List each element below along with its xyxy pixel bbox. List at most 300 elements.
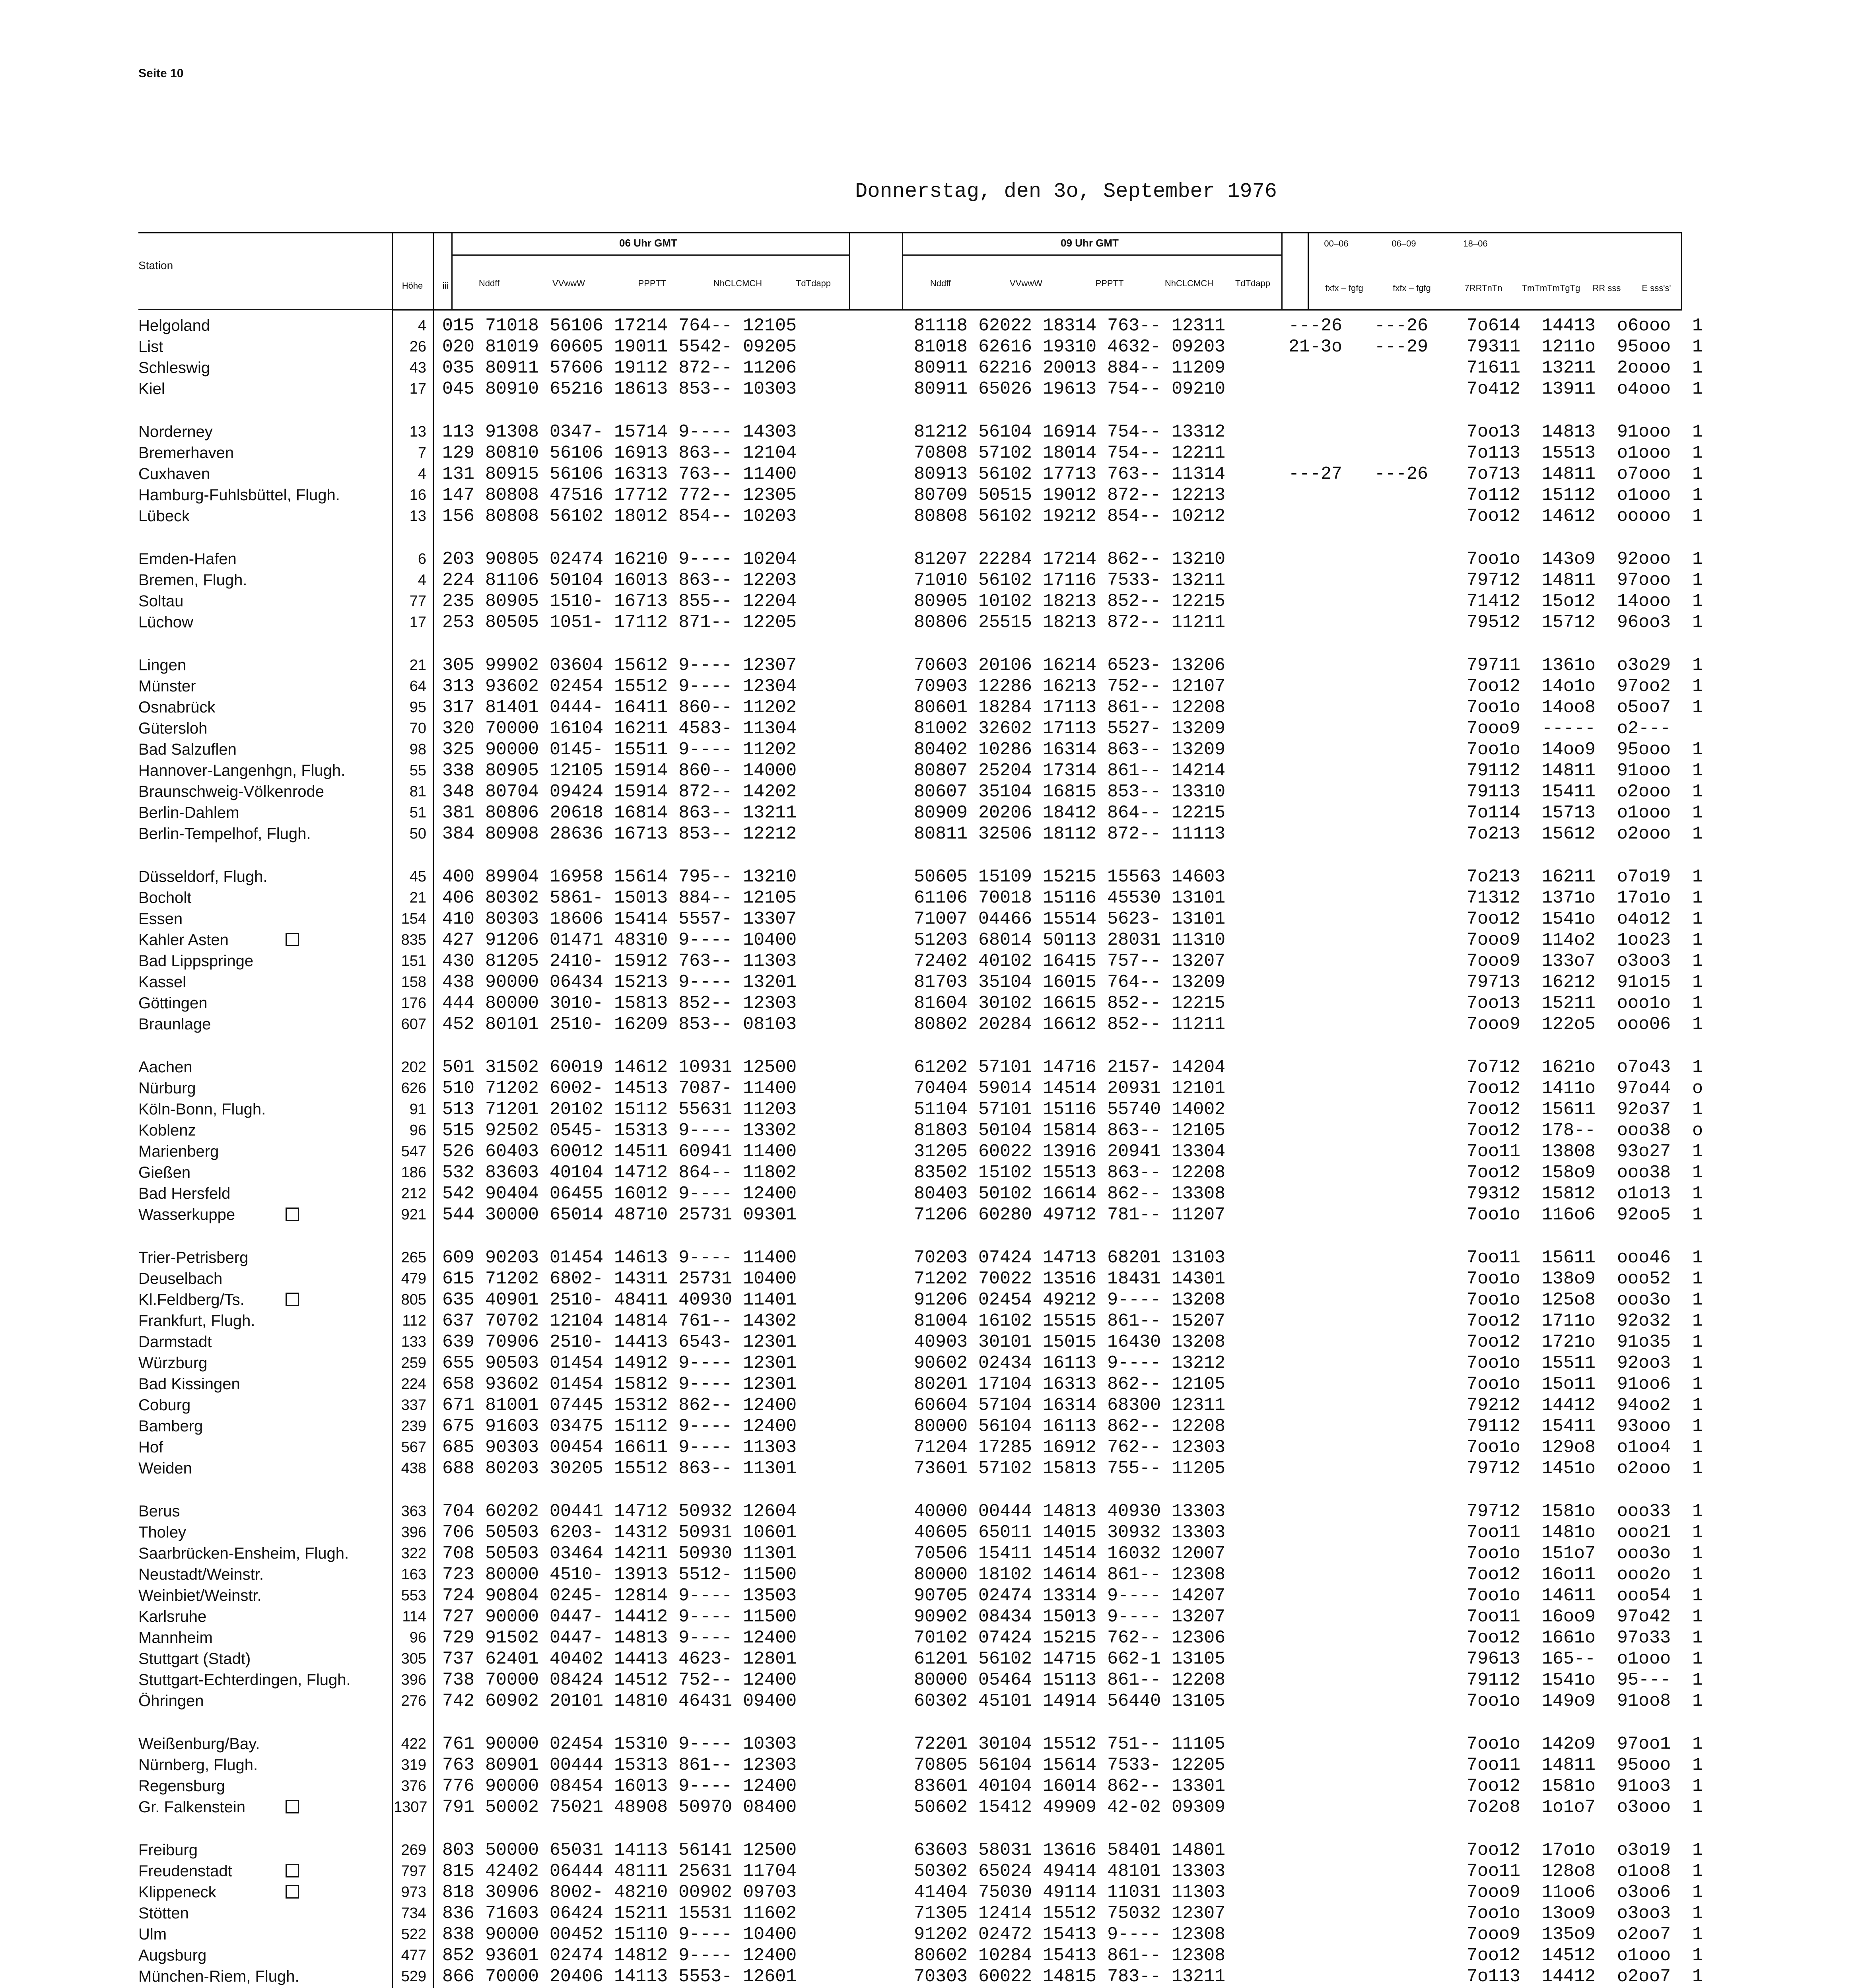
obs-06-values: 427 91206 01471 48310 9---- 10400: [442, 930, 797, 950]
station-height: 158: [401, 974, 426, 990]
gust-column: [1289, 315, 1428, 1988]
rule: [433, 232, 434, 1988]
climate-values: 7o412 13911 o4ooo 1: [1467, 379, 1703, 399]
header-09-col: Nddff: [930, 278, 951, 288]
station-name: [138, 1162, 393, 1183]
obs-06-values: 658 93602 01454 15812 9---- 12301: [442, 1374, 797, 1394]
station-label: Kahler Asten: [138, 931, 229, 949]
station-label: Freiburg: [138, 1841, 198, 1859]
obs-06-values: 444 80000 3010- 15813 852-- 12303: [442, 993, 797, 1013]
obs-09-values: 71202 70022 13516 18431 14301: [914, 1269, 1226, 1289]
obs-06-values: 510 71202 6002- 14513 7087- 11400: [442, 1078, 797, 1099]
climate-values: 7oo13 14813 91ooo 1: [1467, 422, 1703, 442]
station-column: [138, 315, 393, 1988]
gust-values: [1289, 485, 1428, 506]
station-name: [138, 1522, 393, 1543]
obs-09-values: 70404 59014 14514 20931 12101: [914, 1078, 1226, 1099]
obs-09-values: 70303 60022 14815 783-- 13211: [914, 1967, 1226, 1987]
station-name: [138, 802, 393, 823]
gust-values: [1289, 993, 1428, 1014]
climate-values: 71611 13211 2oooo 1: [1467, 358, 1703, 378]
station-name: [138, 1776, 393, 1797]
header-extra-sub-5: E sss's': [1642, 283, 1671, 293]
station-name: [138, 506, 393, 527]
station-label: Berus: [138, 1503, 180, 1520]
station-name: [138, 1734, 393, 1755]
gust-values: [1289, 591, 1428, 612]
station-name: [138, 887, 393, 909]
station-height: 322: [401, 1545, 426, 1562]
group-gap: [1289, 527, 1428, 549]
group-gap: [914, 527, 1225, 549]
station-label: Weiden: [138, 1460, 192, 1477]
obs-09-values: 70808 57102 18014 754-- 12211: [914, 443, 1226, 463]
climate-values: 7oo1o 143o9 92ooo 1: [1467, 549, 1703, 569]
gust-values: [1289, 1289, 1428, 1310]
group-gap: [138, 633, 393, 655]
obs-09-values: 51203 68014 50113 28031 11310: [914, 930, 1226, 950]
gust-values: [1289, 379, 1428, 400]
climate-values: 7oo12 16o11 ooo2o 1: [1467, 1565, 1703, 1585]
climate-values: 79112 14811 91ooo 1: [1467, 761, 1703, 781]
station-name: [138, 760, 393, 781]
obs-09-values: 80000 05464 15113 861-- 12208: [914, 1670, 1226, 1690]
gust-values: [1289, 655, 1428, 676]
obs-09-values: 81803 50104 15814 863-- 12105: [914, 1120, 1226, 1141]
obs-06-values: 836 71603 06424 15211 15531 11602: [442, 1903, 797, 1924]
station-height: 163: [401, 1566, 426, 1583]
obs-09-values: 81207 22284 17214 862-- 13210: [914, 549, 1226, 569]
station-height: 64: [409, 678, 426, 695]
station-height: 151: [401, 953, 426, 969]
station-name: [138, 930, 393, 951]
station-height: 96: [409, 1122, 426, 1139]
station-label: Bocholt: [138, 889, 192, 907]
obs-09-values: 81212 56104 16914 754-- 13312: [914, 422, 1226, 442]
station-label: Neustadt/Weinstr.: [138, 1566, 264, 1583]
station-name: [138, 1903, 393, 1924]
group-gap: [394, 1225, 431, 1247]
climate-values: 7oo1o 129o8 o1oo4 1: [1467, 1437, 1703, 1458]
gust-values: [1289, 1861, 1428, 1882]
climate-values: 7oo11 14811 95ooo 1: [1467, 1755, 1703, 1775]
obs-09-values: 80000 18102 14614 861-- 12308: [914, 1565, 1226, 1585]
station-name: [138, 1078, 393, 1099]
gust-values: [1289, 1648, 1428, 1670]
station-name: [138, 1861, 393, 1882]
station-label: Bad Salzuflen: [138, 741, 237, 758]
station-height: 973: [401, 1884, 426, 1901]
gust-values: [1289, 357, 1428, 379]
station-height: 239: [401, 1418, 426, 1435]
climate-values: 7oo12 1661o 97o33 1: [1467, 1628, 1703, 1648]
group-gap: [1467, 400, 1746, 421]
header-09-col: VVwwW: [1010, 278, 1042, 288]
header-extra-sub-1: fxfx – fgfg: [1393, 283, 1431, 293]
obs-06-values: 513 71201 20102 15112 55631 11203: [442, 1099, 797, 1120]
obs-09-values: 80709 50515 19012 872-- 12213: [914, 485, 1226, 505]
climate-values: 7o2o8 1o1o7 o3ooo 1: [1467, 1797, 1703, 1817]
obs-06-values: 410 80303 18606 15414 5557- 13307: [442, 909, 797, 929]
station-name: [138, 972, 393, 993]
obs-06-values: 305 99902 03604 15612 9---- 12307: [442, 655, 797, 676]
group-gap: [1467, 1818, 1746, 1840]
obs-09-values: 80806 25515 18213 872-- 11211: [914, 612, 1226, 633]
station-name: [138, 1648, 393, 1670]
obs-09-values: 71204 17285 16912 762-- 12303: [914, 1437, 1226, 1458]
station-label: Saarbrücken-Ensheim, Flugh.: [138, 1545, 349, 1562]
obs-06-values: 815 42402 06444 48111 25631 11704: [442, 1861, 797, 1881]
obs-09-values: 80905 10102 18213 852-- 12215: [914, 591, 1226, 612]
climate-values: 79112 15411 93ooo 1: [1467, 1416, 1703, 1437]
climate-values: 79713 16212 91o15 1: [1467, 972, 1703, 992]
station-height: 96: [409, 1629, 426, 1646]
header-iii: iii: [442, 281, 449, 291]
gust-values: [1289, 506, 1428, 527]
station-name: [138, 1966, 393, 1987]
gust-values: [1289, 1882, 1428, 1903]
climate-values: 79113 15411 o2ooo 1: [1467, 782, 1703, 802]
station-height: 265: [401, 1249, 426, 1266]
station-name: [138, 1183, 393, 1204]
station-label: Nürburg: [138, 1079, 196, 1097]
climate-values: 7ooo9 114o2 1oo23 1: [1467, 930, 1703, 950]
station-name: [138, 1945, 393, 1966]
group-gap: [394, 400, 431, 421]
header-station: Station: [138, 259, 173, 272]
obs-09-values: 71305 12414 15512 75032 12307: [914, 1903, 1226, 1924]
group-gap: [1289, 1818, 1428, 1840]
climate-values: 7ooo9 11oo6 o3oo6 1: [1467, 1882, 1703, 1903]
obs-09-values: 81703 35104 16015 764-- 13209: [914, 972, 1226, 992]
climate-values: 7oo11 128o8 o1oo8 1: [1467, 1861, 1703, 1881]
station-label: Freudenstadt: [138, 1862, 232, 1880]
gust-values: [1289, 823, 1428, 845]
obs-06-values: 639 70906 2510- 14413 6543- 12301: [442, 1332, 797, 1352]
station-name: [138, 1755, 393, 1776]
station-name: [138, 993, 393, 1014]
obs-09-values: 80000 56104 16113 862-- 12208: [914, 1416, 1226, 1437]
obs-06-values: 147 80808 47516 17712 772-- 12305: [442, 485, 797, 505]
climate-values: 7oo11 16oo9 97o42 1: [1467, 1607, 1703, 1627]
climate-values: 7oo1o 138o9 ooo52 1: [1467, 1269, 1703, 1289]
station-name: [138, 315, 393, 336]
page-date: Donnerstag, den 3o, September 1976: [855, 180, 1277, 203]
gust-values: [1289, 1395, 1428, 1416]
station-label: Weißenburg/Bay.: [138, 1735, 260, 1753]
climate-values: 71312 1371o 17o1o 1: [1467, 888, 1703, 908]
station-height: 4: [418, 466, 426, 482]
obs-06-values: 452 80101 2510- 16209 853-- 08103: [442, 1014, 797, 1035]
obs-09-values: 40903 30101 15015 16430 13208: [914, 1332, 1226, 1352]
obs-06-values: 045 80910 65216 18613 853-- 10303: [442, 379, 797, 399]
obs-09-values: 41404 75030 49114 11031 11303: [914, 1882, 1226, 1903]
group-gap: [1467, 633, 1746, 655]
group-gap: [914, 400, 1225, 421]
station-height: 1307: [394, 1799, 428, 1815]
group-gap: [442, 1225, 797, 1247]
station-name: [138, 1840, 393, 1861]
gust-values: [1289, 866, 1428, 887]
gust-values: [1289, 930, 1428, 951]
obs-09-values: 80601 18284 17113 861-- 12208: [914, 697, 1226, 718]
climate-values: 7oo1o 116o6 92oo5 1: [1467, 1205, 1703, 1225]
obs-09-values: 81004 16102 15515 861-- 15207: [914, 1311, 1226, 1331]
station-label: Darmstadt: [138, 1333, 212, 1351]
group-gap: [394, 527, 431, 549]
station-name: [138, 379, 393, 400]
climate-values: 7oo1o 14oo9 95ooo 1: [1467, 740, 1703, 760]
climate-values: 79712 1581o ooo33 1: [1467, 1501, 1703, 1522]
gust-values: [1289, 1332, 1428, 1353]
station-label: Bremerhaven: [138, 444, 234, 462]
obs-09-values: 80911 65026 19613 754-- 09210: [914, 379, 1226, 399]
obs-06-values: 852 93601 02474 14812 9---- 12400: [442, 1945, 797, 1966]
obs-09-values: 70506 15411 14514 16032 12007: [914, 1543, 1226, 1564]
station-label: Bad Lippspringe: [138, 952, 254, 970]
group-gap: [914, 1035, 1225, 1057]
group-gap: [1467, 1225, 1746, 1247]
station-name: [138, 823, 393, 845]
station-name: [138, 739, 393, 760]
station-height: 224: [401, 1376, 426, 1392]
station-name: [138, 781, 393, 802]
station-height: 921: [401, 1206, 426, 1223]
obs-06-values: 803 50000 65031 14113 56141 12500: [442, 1840, 797, 1860]
station-name: [138, 1627, 393, 1648]
station-name: [138, 1268, 393, 1289]
station-height: 529: [401, 1968, 426, 1985]
group-gap: [914, 1479, 1225, 1501]
station-label: Klippeneck: [138, 1883, 216, 1901]
station-label: Gießen: [138, 1164, 191, 1181]
gust-values: [1289, 1141, 1428, 1162]
group-gap: [442, 1035, 797, 1057]
obs-06-values: 609 90203 01454 14613 9---- 11400: [442, 1248, 797, 1268]
gust-values: ---26 ---26: [1289, 316, 1429, 336]
station-height: 43: [409, 359, 426, 376]
square-icon: [286, 1800, 299, 1813]
square-icon: [286, 1864, 299, 1877]
gust-values: 21-3o ---29: [1289, 337, 1429, 357]
station-height: 17: [409, 381, 426, 397]
station-height: 133: [401, 1334, 426, 1350]
group-gap: [1289, 400, 1428, 421]
gust-values: [1289, 1903, 1428, 1924]
obs-06-values: 738 70000 08424 14512 752-- 12400: [442, 1670, 797, 1690]
group-gap: [442, 400, 797, 421]
group-gap: [138, 1035, 393, 1057]
group-gap: [442, 633, 797, 655]
station-label: Münster: [138, 678, 196, 695]
station-height: 363: [401, 1503, 426, 1520]
obs-06-values: 723 80000 4510- 13913 5512- 11500: [442, 1565, 797, 1585]
obs-06-values: 515 92502 0545- 15313 9---- 13302: [442, 1120, 797, 1141]
station-height: 422: [401, 1736, 426, 1752]
station-height: 479: [401, 1270, 426, 1287]
gust-values: [1289, 972, 1428, 993]
station-label: Regensburg: [138, 1777, 225, 1795]
square-icon: [286, 1208, 299, 1221]
station-label: Aachen: [138, 1058, 192, 1076]
station-name: [138, 1543, 393, 1564]
station-label: Tholey: [138, 1524, 187, 1541]
station-label: Helgoland: [138, 317, 210, 334]
obs-06-values: 675 91603 03475 15112 9---- 12400: [442, 1416, 797, 1437]
station-height: 6: [418, 551, 426, 567]
station-height: 269: [401, 1842, 426, 1858]
obs-06-values: 203 90805 02474 16210 9---- 10204: [442, 549, 797, 569]
group-gap: [1289, 845, 1428, 866]
obs-06-values: 438 90000 06434 15213 9---- 13201: [442, 972, 797, 992]
climate-values: 7o614 14413 o6ooo 1: [1467, 316, 1703, 336]
gust-values: [1289, 1945, 1428, 1966]
station-height: 186: [401, 1164, 426, 1181]
station-height: 81: [409, 783, 426, 800]
obs-06-values: 131 80915 56106 16313 763-- 11400: [442, 464, 797, 484]
station-name: [138, 676, 393, 697]
station-height: 112: [402, 1312, 426, 1329]
obs-09-values: 60302 45101 14914 56440 13105: [914, 1691, 1226, 1711]
obs-06-values: 866 70000 20406 14113 5553- 12601: [442, 1967, 797, 1987]
station-height: 77: [409, 593, 426, 610]
header-06-col: VVwwW: [552, 278, 585, 288]
climate-values: 7oo12 158o9 ooo38 1: [1467, 1163, 1703, 1183]
station-name: [138, 485, 393, 506]
gust-values: [1289, 1606, 1428, 1627]
gust-values: [1289, 1416, 1428, 1437]
climate-values: 7oo12 14512 o1ooo 1: [1467, 1945, 1703, 1966]
station-name: [138, 1353, 393, 1374]
station-label: Coburg: [138, 1396, 191, 1414]
station-name: [138, 549, 393, 570]
station-name: [138, 697, 393, 718]
gust-values: [1289, 549, 1428, 570]
obs-09-values: 80802 20284 16612 852-- 11211: [914, 1014, 1226, 1035]
station-name: [138, 1797, 393, 1818]
station-label: Ulm: [138, 1926, 167, 1943]
climate-values: 7oo1o 14611 ooo54 1: [1467, 1586, 1703, 1606]
header-extra-sub-0: fxfx – fgfg: [1325, 283, 1363, 293]
climate-values: 7oo13 15211 ooo1o 1: [1467, 993, 1703, 1013]
group-gap: [394, 1035, 431, 1057]
group-gap: [138, 400, 393, 421]
obs-06-values: 763 80901 00444 15313 861-- 12303: [442, 1755, 797, 1775]
gust-values: [1289, 1755, 1428, 1776]
obs-09-values: 91206 02454 49212 9---- 13208: [914, 1290, 1226, 1310]
station-label: Lingen: [138, 656, 187, 674]
rule: [451, 232, 453, 310]
station-label: Würzburg: [138, 1354, 208, 1372]
climate-values: 7oo1o 125o8 ooo3o 1: [1467, 1290, 1703, 1310]
climate-values: 79311 1211o 95ooo 1: [1467, 337, 1703, 357]
station-name: [138, 1501, 393, 1522]
obs-06-values: 776 90000 08454 16013 9---- 12400: [442, 1776, 797, 1796]
station-name: [138, 1247, 393, 1268]
station-height: 51: [409, 804, 426, 821]
obs-06-values: 615 71202 6802- 14311 25731 10400: [442, 1269, 797, 1289]
station-label: Nürnberg, Flugh.: [138, 1756, 258, 1774]
group-gap: [1289, 1225, 1428, 1247]
station-height: 376: [401, 1778, 426, 1794]
gust-values: [1289, 802, 1428, 823]
obs-09-values: 81604 30102 16615 852-- 12215: [914, 993, 1226, 1013]
obs-09-values: 90602 02434 16113 9---- 13212: [914, 1353, 1226, 1373]
obs-06-values: 532 83603 40104 14712 864-- 11802: [442, 1163, 797, 1183]
station-height: 797: [401, 1863, 426, 1879]
header-extra-sub-3: TmTmTmTgTg: [1522, 283, 1580, 293]
obs-06-values: 635 40901 2510- 48411 40930 11401: [442, 1290, 797, 1310]
rule: [1281, 232, 1283, 310]
climate-values: 7oo1o 142o9 97oo1 1: [1467, 1734, 1703, 1754]
station-name: [138, 1606, 393, 1627]
station-height: 13: [409, 508, 426, 524]
station-label: Marienberg: [138, 1143, 219, 1160]
station-label: Köln-Bonn, Flugh.: [138, 1101, 266, 1118]
gust-values: [1289, 1374, 1428, 1395]
station-name: [138, 1437, 393, 1458]
obs-06-values: 313 93602 02454 15512 9---- 12304: [442, 676, 797, 697]
station-name: [138, 1141, 393, 1162]
group-gap: [1467, 845, 1746, 866]
station-name: [138, 1057, 393, 1078]
obs-06-values: 156 80808 56102 18012 854-- 10203: [442, 506, 797, 526]
station-height: 522: [401, 1926, 426, 1943]
header-06-col: Nddff: [478, 278, 500, 288]
station-name: [138, 336, 393, 357]
station-label: Soltau: [138, 592, 184, 610]
station-label: Stuttgart (Stadt): [138, 1650, 251, 1668]
group-gap: [914, 633, 1225, 655]
header-09-gmt: 09 Uhr GMT: [1061, 237, 1119, 249]
station-name: [138, 1332, 393, 1353]
group-gap: [1289, 1712, 1428, 1734]
station-name: [138, 1924, 393, 1945]
station-height: 55: [409, 762, 426, 779]
obs-09-values: 80807 25204 17314 861-- 14214: [914, 761, 1226, 781]
group-gap: [442, 1818, 797, 1840]
climate-values: 7oo12 1411o 97o44 o: [1467, 1078, 1703, 1099]
climate-values: 7oo1o 13oo9 o3oo3 1: [1467, 1903, 1703, 1924]
station-label: Trier-Petrisberg: [138, 1249, 249, 1266]
gust-values: [1289, 951, 1428, 972]
station-label: Deuselbach: [138, 1270, 223, 1287]
station-label: Bad Kissingen: [138, 1375, 240, 1393]
gust-values: [1289, 1204, 1428, 1225]
gust-values: [1289, 1776, 1428, 1797]
obs-06-values: 015 71018 56106 17214 764-- 12105: [442, 316, 797, 336]
obs-09-values: 81018 62616 19310 4632- 09203: [914, 337, 1226, 357]
obs-06-values: 381 80806 20618 16814 863-- 13211: [442, 803, 797, 823]
obs-06-values: 235 80905 1510- 16713 855-- 12204: [442, 591, 797, 612]
rule: [902, 254, 1281, 256]
gust-values: [1289, 1627, 1428, 1648]
obs-09-values: 60604 57104 16314 68300 12311: [914, 1395, 1226, 1415]
climate-values: 79312 15812 o1o13 1: [1467, 1184, 1703, 1204]
station-height: 45: [409, 868, 426, 885]
station-height: 396: [401, 1524, 426, 1541]
climate-values: 7oo1o 15o11 91oo6 1: [1467, 1374, 1703, 1394]
obs-09-values: 80911 62216 20013 884-- 11209: [914, 358, 1226, 378]
station-height: 21: [409, 657, 426, 674]
station-name: [138, 1395, 393, 1416]
obs-06-values: 724 90804 0245- 12814 9---- 13503: [442, 1586, 797, 1606]
obs-09-values: 63603 58031 13616 58401 14801: [914, 1840, 1226, 1860]
station-label: Göttingen: [138, 994, 208, 1012]
climate-values: 7o213 16211 o7o19 1: [1467, 867, 1703, 887]
station-label: Augsburg: [138, 1947, 207, 1964]
station-height: 50: [409, 825, 426, 842]
